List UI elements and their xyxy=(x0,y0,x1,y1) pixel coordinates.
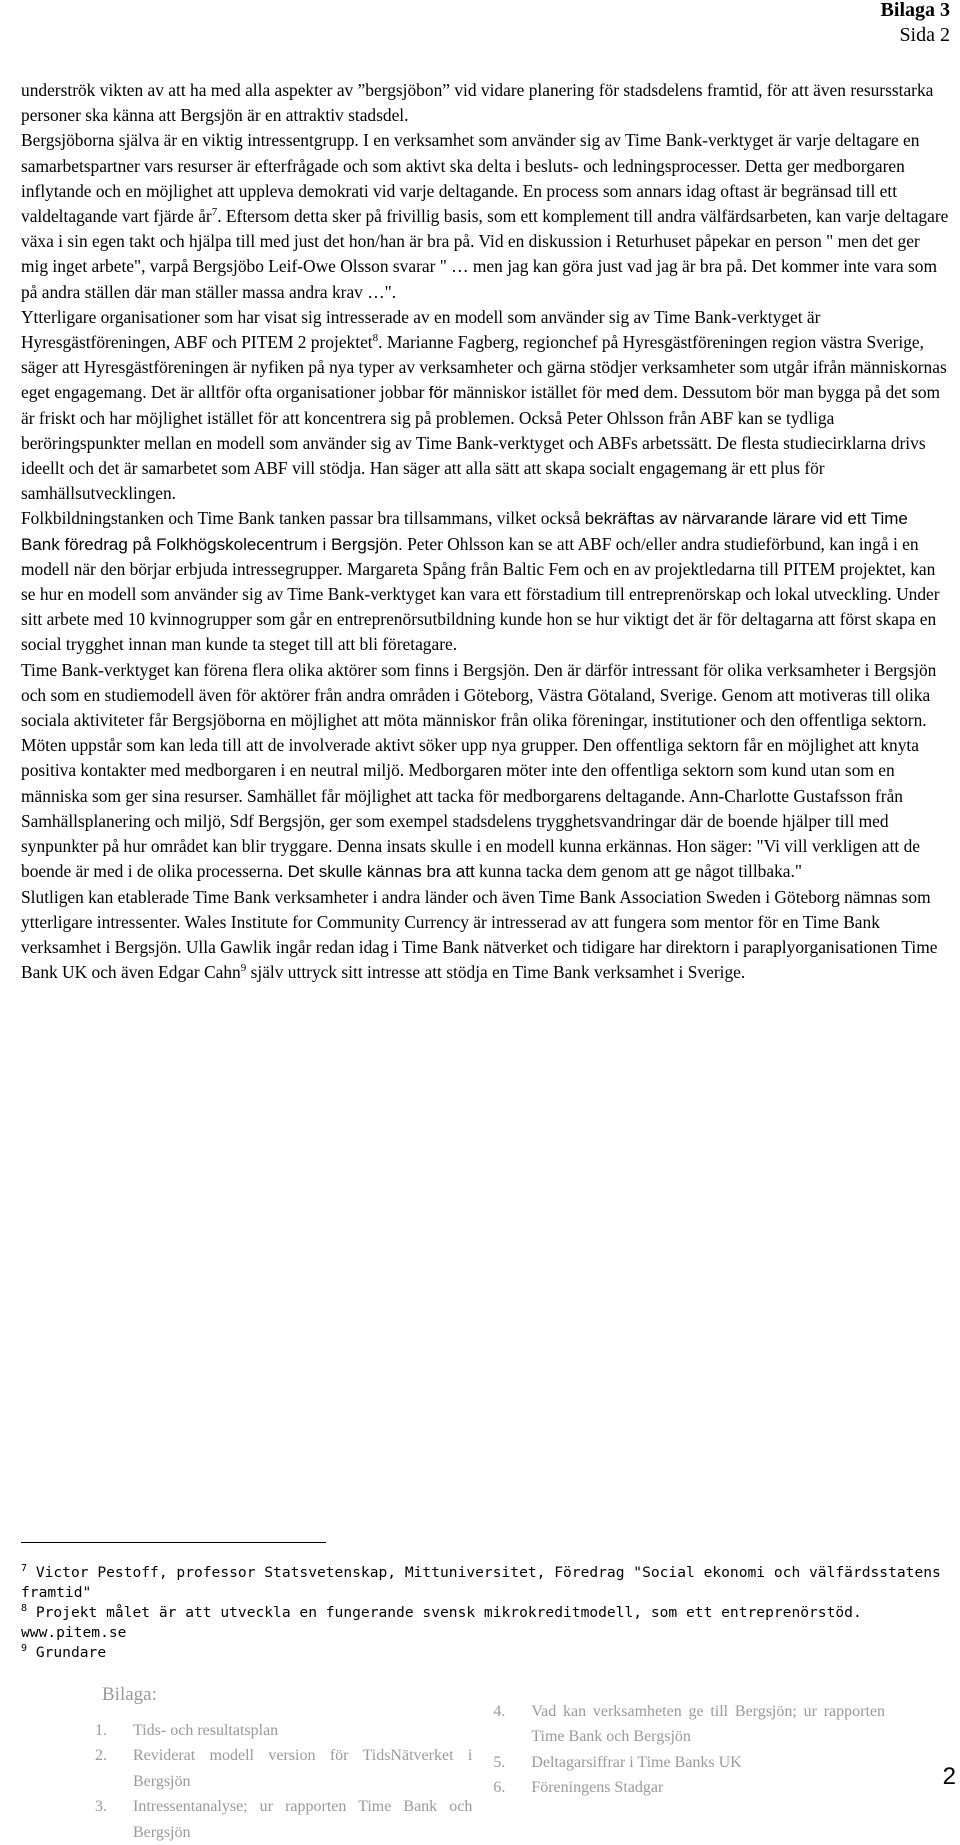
page-number: 2 xyxy=(942,1763,956,1790)
item-number: 4. xyxy=(493,1703,506,1720)
footnote xyxy=(21,1563,941,1603)
paragraph-text: Ytterligare organisationer som har visat sig intresserade av en modell som använder sig av Time Bank-verktyget är Hyresgästföreningen, ABF och PITEM 2 projektet xyxy=(21,306,821,353)
footnote-text: Victor Pestoff, professor Statsvetenskap, Mittuniversitet, Föredrag "Social ekonomi och välfärdsstatens framtid" xyxy=(21,1564,941,1601)
paragraph-6 xyxy=(21,885,951,986)
paragraph-text: människor istället för xyxy=(452,382,602,403)
list-item xyxy=(493,1775,885,1800)
footnote-divider xyxy=(21,1542,326,1543)
paragraph-text: . Marianne Fagberg, regionchef på Hyresgästföreningen region västra Sverige, säger att Hyresgästföreningen är nyfiken på nya typer av verksamheter och gärna stödjer verksamheter som utgår ifrån människornas eget engagemang. Det är alltför ofta organisationer jobbar xyxy=(21,332,947,403)
footnotes xyxy=(21,1563,941,1663)
item-number: 5. xyxy=(493,1753,506,1771)
item-text: Reviderat modell version för TidsNätverket i Bergsjön xyxy=(133,1747,473,1790)
paragraph-text: kunna tacka dem genom att ge något tillbaka." xyxy=(479,861,802,882)
item-text: Föreningens Stadgar xyxy=(531,1779,664,1797)
paragraph-3 xyxy=(21,305,951,507)
footnote-number: 8 xyxy=(21,1603,28,1615)
item-text: Tids- och resultatsplan xyxy=(133,1722,279,1739)
item-number: 2. xyxy=(95,1747,107,1765)
footnote xyxy=(21,1643,941,1663)
list-item xyxy=(493,1699,885,1750)
list-item xyxy=(493,1750,885,1775)
attachments-columns xyxy=(95,1703,885,1845)
emphasis-for: för xyxy=(428,383,449,403)
paragraph-text: själv uttryck sitt intresse att stödja en Time Bank verksamhet i Sverige. xyxy=(250,962,746,983)
footnote xyxy=(21,1603,941,1643)
paragraph-text: dem. Dessutom bör man bygga på det som är friskt och har möjlighet istället för att koncentrera sig på problemen. Också Peter Ohlsson från ABF kan se tydliga beröringspunkter mellan en modell som använder sig av Time Bank-verktyget och ABFs arbetssätt. De flesta studiecirklarna drivs ideellt och det är samarbetet som ABF vill stödja. Han säger att alla sätt att skapa socialt engagemang är ett plus för samhällsutvecklingen. xyxy=(21,382,941,504)
footnote-ref: 8 xyxy=(372,332,379,345)
footnote-ref: 7 xyxy=(211,206,218,219)
footnote-text: Grundare xyxy=(35,1644,107,1661)
sans-quote: bekräftas av närvarande lärare vid ett Time Bank föredrag på Folkhögskolecentrum i Bergsjön. xyxy=(21,509,908,554)
attachments-heading: Bilaga: xyxy=(102,1684,157,1705)
list-item xyxy=(95,1794,472,1845)
item-number: 6. xyxy=(493,1779,506,1797)
paragraph-text: Peter Ohlsson kan se att ABF och/eller andra studieförbund, kan ingå i en modell när den börjar erbjuda intressegrupper. Margareta Spång från Baltic Fem och en av projektledarna till PITEM projektet, kan se hur en modell som använder sig av Time Bank-verktyget kan vara ett förstadium till entreprenörskap och lokal utveckling. Under sitt arbete med 10 kvinnogrupper som går en entreprenörsutbildning kunde hon se hur viktigt det är för deltagarna att först skapa en social trygghet innan man kunde ta steget till att bli företagare. xyxy=(21,533,940,655)
item-text: Intressentanalyse; ur rapporten Time Bank och Bergsjön xyxy=(133,1798,473,1841)
attachment-title: Bilaga 3 xyxy=(880,0,950,21)
paragraph-text: Slutligen kan etablerade Time Bank verksamheter i andra länder och även Time Bank Association Sweden i Göteborg nämnas som ytterligare intressenter. Wales Institute for Community Currency är intresserad av att fungera som mentor för en Time Bank verksamhet i Bergsjön. Ulla Gawlik ingår redan idag i Time Bank nätverket och tidigare har direktorn i paraplyorganisationen Time Bank UK och även Edgar Cahn xyxy=(21,886,938,983)
list-item xyxy=(95,1743,472,1794)
attachments-column-right xyxy=(493,1699,885,1845)
paragraph-text: Bergsjöborna själva är en viktig intressentgrupp. I en verksamhet som använder sig av Time Bank-verktyget är varje deltagare en samarbetspartner vars resurser är efterfrågade och som aktivt ska delta i besluts- och ledningsprocesser. Detta ger medborgaren inflytande och en möjlighet att uppleva demokrati vid varje deltagande. En process som annars idag oftast är begränsad till ett valdeltagande vart fjärde år xyxy=(21,130,920,227)
paragraph-1 xyxy=(21,78,951,128)
list-item xyxy=(95,1718,472,1743)
paragraph-2 xyxy=(21,128,951,304)
paragraph-text: underströk vikten av att ha med alla aspekter av ”bergsjöbon” vid vidare planering för stadsdelens framtid, för att även resursstarka personer ska känna att Bergsjön är en attraktiv stadsdel. xyxy=(21,80,934,126)
paragraph-4 xyxy=(21,506,951,657)
item-text: Vad kan verksamheten ge till Bergsjön; ur rapporten Time Bank och Bergsjön xyxy=(531,1703,885,1746)
page-header xyxy=(881,0,950,48)
attachments-list xyxy=(95,1683,885,1845)
footnote-ref: 9 xyxy=(240,962,247,975)
sans-quote: Det skulle kännas bra att xyxy=(287,862,475,882)
paragraph-5 xyxy=(21,658,951,885)
attachments-column-left xyxy=(95,1718,472,1845)
emphasis-med: med xyxy=(606,383,640,403)
footnote-number: 7 xyxy=(21,1563,28,1575)
paragraph-text: Folkbildningstanken och Time Bank tanken passar bra tillsammans, vilket också xyxy=(21,508,581,529)
paragraph-text: Time Bank-verktyget kan förena flera olika aktörer som finns i Bergsjön. Den är därför intressant för olika verksamheter i Bergsjön och som en studiemodell även för aktörer från andra områden i Göteborg, Västra Götaland, Sverige. Genom att motiveras till olika sociala aktiviteter får Bergsjöborna en möjlighet att möta människor från olika föreningar, institutioner och den offentliga sektorn. Möten uppstår som kan leda till att de involverade aktivt söker upp nya grupper. Den offentliga sektorn får en möjlighet att knyta positiva kontakter med medborgaren i en neutral miljö. Medborgaren möter inte den offentliga sektorn som kund utan som en människa som ger sina resurser. Samhället får möjlighet att tacka för medborgarens deltagande. Ann-Charlotte Gustafsson från Samhällsplanering och miljö, Sdf Bergsjön, ger som exempel stadsdelens trygghetsvandringar där de boende hjälper till med synpunkter på hur området kan blir tryggare. Denna insats skulle i en modell kunna erkännas. Hon säger: "Vi vill verkligen att de boende är med i de olika processerna. xyxy=(21,659,937,882)
body-text xyxy=(21,78,951,985)
page-label: Sida 2 xyxy=(899,24,950,46)
item-number: 3. xyxy=(95,1798,107,1816)
footnote-number: 9 xyxy=(21,1643,28,1655)
paragraph-text: . Eftersom detta sker på frivillig basis, som ett komplement till andra välfärdsarbeten, kan varje deltagare växa i sin egen takt och hjälpa till med just det hon/han är bra på. Vid en diskussion i Returhuset påpekar en person " men det ger mig inget arbete", varpå Bergsjöbo Leif-Owe Olsson svarar " … men jag kan göra just vad jag är bra på. Det kommer inte vara som på andra ställen där man ställer massa andra krav …". xyxy=(21,206,949,302)
item-text: Deltagarsiffrar i Time Banks UK xyxy=(531,1753,742,1771)
footnote-text: Projekt målet är att utveckla en fungerande svensk mikrokreditmodell, som ett entreprenörstöd. www.pitem.se xyxy=(21,1604,862,1641)
item-number: 1. xyxy=(95,1722,107,1739)
